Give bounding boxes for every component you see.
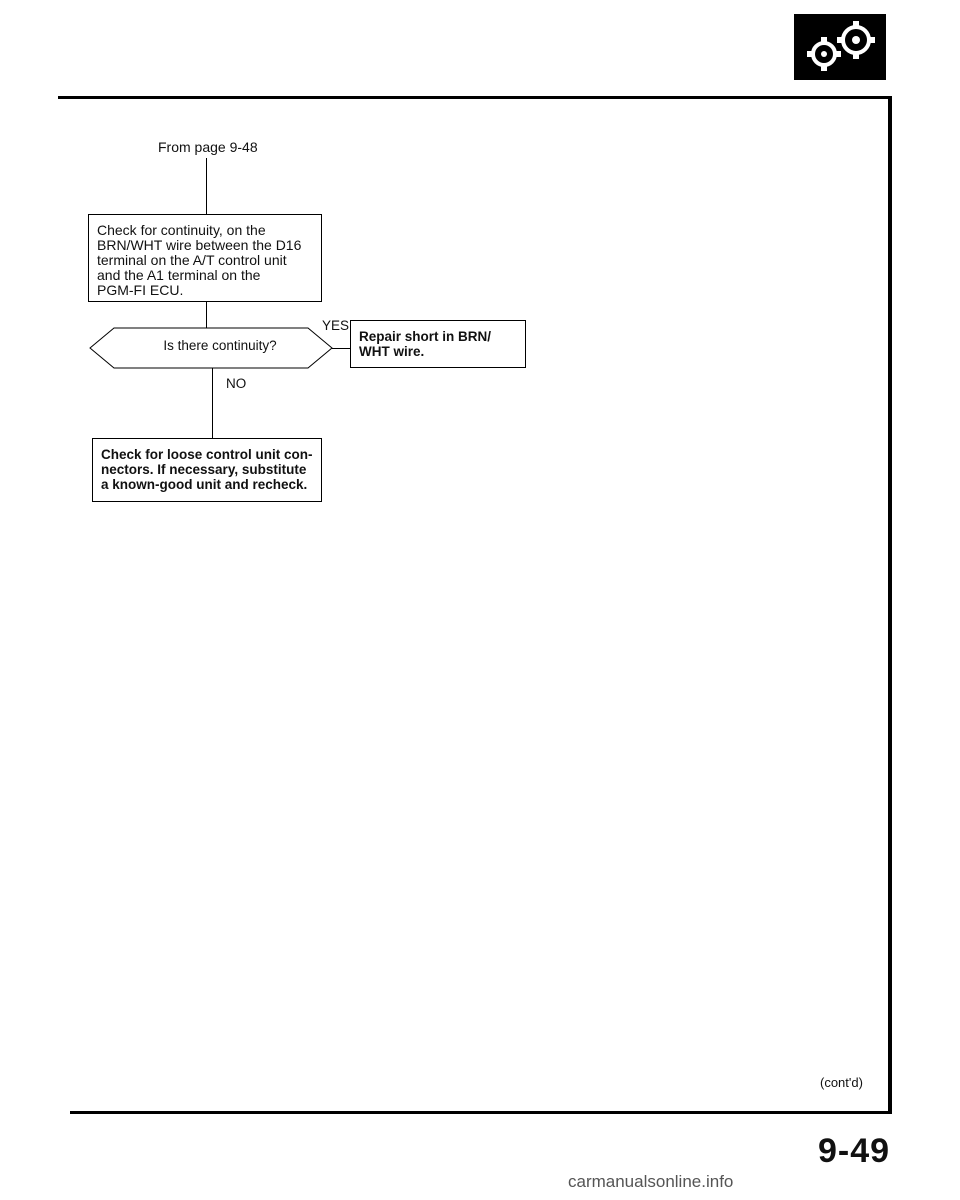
continuity-check-box: Check for continuity, on the BRN/WHT wire between the D16 terminal on the A/T control unit and the A1 terminal on the PGM-FI ECU. xyxy=(88,214,322,302)
from-page-reference: From page 9-48 xyxy=(158,139,258,155)
continued-note: (cont'd) xyxy=(820,1075,863,1090)
top-rule xyxy=(58,96,892,99)
right-rule xyxy=(888,96,892,1114)
yes-label: YES xyxy=(322,318,350,333)
watermark-text: carmanualsonline.info xyxy=(568,1172,734,1191)
connector-line-no xyxy=(212,368,213,438)
yes-branch-line xyxy=(332,348,350,349)
check-connectors-box: Check for loose control unit con- nectors. If necessary, substitute a known-good unit and recheck. xyxy=(92,438,322,502)
page-number: 9-49 xyxy=(818,1132,891,1170)
connector-line-start xyxy=(206,158,207,214)
bottom-rule xyxy=(70,1111,892,1114)
no-label: NO xyxy=(226,376,247,391)
repair-short-box: Repair short in BRN/ WHT wire. xyxy=(350,320,526,368)
gears-icon xyxy=(794,14,886,80)
decision-question: Is there continuity? xyxy=(163,338,277,353)
